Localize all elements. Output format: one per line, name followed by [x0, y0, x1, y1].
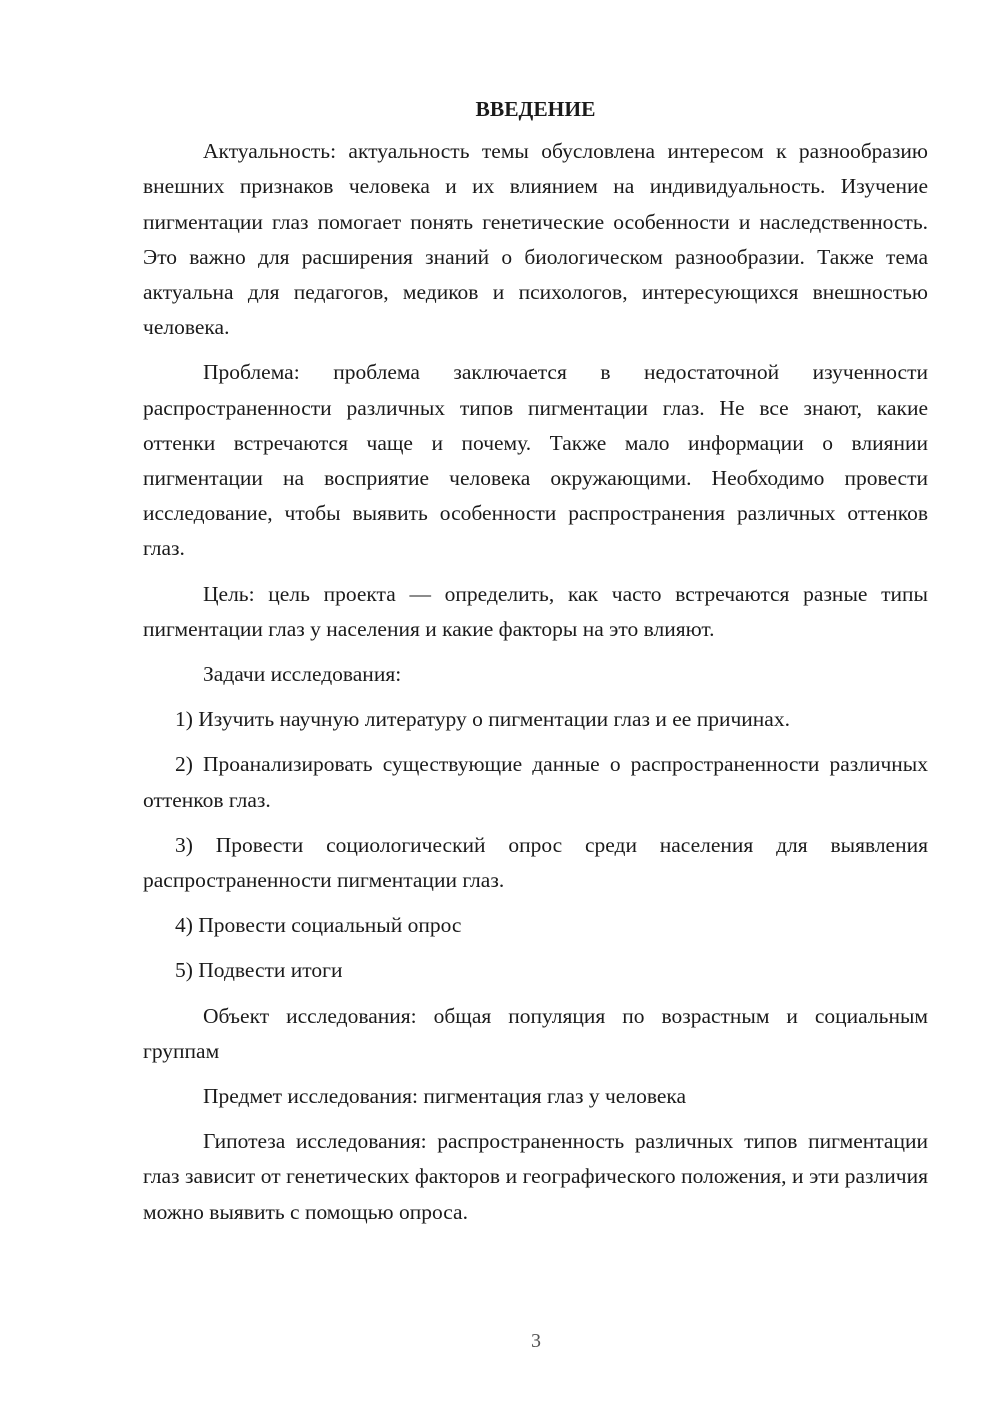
task-item-3: 3) Провести социологический опрос среди населения для выявления распространенности пигментации глаз.	[143, 832, 928, 893]
paragraph-goal: Цель: цель проекта — определить, как часто встречаются разные типы пигментации глаз у населения и какие факторы на это влияют.	[143, 581, 928, 641]
section-title: ВВЕДЕНИЕ	[475, 97, 596, 121]
paragraph-hypothesis: Гипотеза исследования: распространенность различных типов пигментации глаз зависит от генетических факторов и географического положения, и эти различия можно выявить с помощью опроса.	[143, 1129, 928, 1224]
paragraph-object: Объект исследования: общая популяция по возрастным и социальным группам	[143, 1003, 928, 1063]
task-item-2: 2) Проанализировать существующие данные о распространенности различных оттенков глаз.	[143, 752, 928, 812]
paragraph-relevance: Актуальность: актуальность темы обусловлена интересом к разнообразию внешних признаков человека и их влиянием на индивидуальность. Изучение пигментации глаз помогает понять генетические особенности и наследственность. Это важно для расширения знаний о биологическом разнообразии. Также тема актуальна для педагогов, медиков и психологов, интересующихся внешностью человека.	[143, 139, 928, 340]
task-item-1: 1) Изучить научную литературу о пигментации глаз и ее причинах.	[175, 707, 790, 732]
task-item-5: 5) Подвести итоги	[175, 958, 343, 983]
page-number: 3	[531, 1330, 541, 1352]
document-page	[143, 92, 928, 1240]
task-item-4: 4) Провести социальный опрос	[175, 913, 462, 938]
paragraph-problem: Проблема: проблема заключается в недостаточной изученности распространенности различных типов пигментации глаз. Не все знают, какие оттенки встречаются чаще и почему. Также мало информации о влиянии пигментации на восприятие человека окружающими. Необходимо провести исследование, чтобы выявить особенности распространения различных оттенков глаз.	[143, 360, 928, 561]
paragraph-tasks-heading: Задачи исследования:	[203, 662, 402, 687]
paragraph-subject: Предмет исследования: пигментация глаз у человека	[203, 1084, 687, 1109]
